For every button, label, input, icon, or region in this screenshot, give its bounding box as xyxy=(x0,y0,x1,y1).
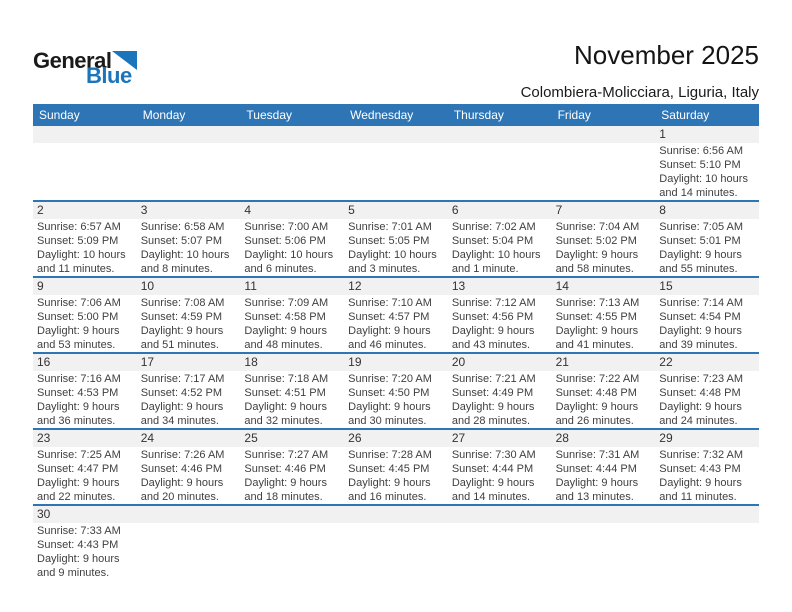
day-number-band: 22 xyxy=(655,354,759,371)
day-detail-line: Daylight: 9 hours xyxy=(659,401,742,413)
weekday-header-monday: Monday xyxy=(142,108,186,122)
day-detail-line: Daylight: 9 hours xyxy=(244,325,327,337)
day-detail-line: Sunrise: 7:27 AM xyxy=(244,449,329,461)
day-detail-line: Sunrise: 7:13 AM xyxy=(555,297,640,309)
day-number-band: 19 xyxy=(344,354,448,371)
day-detail-line: Daylight: 9 hours xyxy=(348,477,431,489)
weekday-header-sunday: Sunday xyxy=(39,108,80,122)
day-detail-line: Sunrise: 7:26 AM xyxy=(140,449,225,461)
day-details xyxy=(655,371,759,428)
day-cell-9 xyxy=(33,278,137,352)
day-number-band: 18 xyxy=(240,354,344,371)
day-cell-empty xyxy=(655,506,759,580)
day-detail-line: Sunset: 4:57 PM xyxy=(348,311,430,323)
day-details xyxy=(137,295,241,352)
day-detail-line: Sunset: 5:06 PM xyxy=(244,235,326,247)
weekday-header-friday: Friday xyxy=(557,108,591,122)
day-detail-line: and 39 minutes. xyxy=(659,339,738,351)
day-cell-2 xyxy=(33,202,137,276)
day-number-band: 20 xyxy=(448,354,552,371)
day-number-band xyxy=(137,506,241,523)
day-details xyxy=(552,371,656,428)
day-detail-line: and 46 minutes. xyxy=(348,339,427,351)
day-detail-line: Sunset: 4:59 PM xyxy=(140,311,223,323)
day-number-band: 8 xyxy=(655,202,759,219)
day-cell-23 xyxy=(33,430,137,504)
day-detail-line: and 30 minutes. xyxy=(348,415,427,427)
day-details xyxy=(240,371,344,428)
day-details xyxy=(344,219,448,276)
day-number-band xyxy=(344,126,448,143)
day-detail-line: Daylight: 9 hours xyxy=(555,249,639,261)
day-cell-18 xyxy=(240,354,344,428)
day-detail-line: Sunset: 5:05 PM xyxy=(348,235,430,247)
day-number-band: 21 xyxy=(552,354,656,371)
day-detail-line: Sunset: 4:48 PM xyxy=(659,387,741,399)
week-row xyxy=(33,428,759,504)
day-details xyxy=(344,447,448,504)
calendar-table xyxy=(33,104,759,580)
day-detail-line: Daylight: 9 hours xyxy=(37,553,120,565)
day-details xyxy=(552,219,656,276)
day-detail-line: Sunrise: 7:21 AM xyxy=(451,373,536,385)
day-number-band xyxy=(137,126,241,143)
day-cell-17 xyxy=(137,354,241,428)
day-detail-line: Sunrise: 7:06 AM xyxy=(37,297,121,309)
day-detail-line: and 22 minutes. xyxy=(37,491,116,503)
day-detail-line: Sunset: 4:43 PM xyxy=(37,539,119,551)
day-detail-line: Sunrise: 7:33 AM xyxy=(37,525,121,537)
day-cell-21 xyxy=(552,354,656,428)
day-cell-11 xyxy=(240,278,344,352)
day-details xyxy=(137,371,241,428)
day-detail-line: Daylight: 9 hours xyxy=(348,325,431,337)
day-details xyxy=(240,295,344,352)
weekday-header-thursday: Thursday xyxy=(453,108,504,122)
day-number-band xyxy=(552,506,656,523)
day-detail-line: Daylight: 9 hours xyxy=(555,477,639,489)
day-number-band: 13 xyxy=(448,278,552,295)
day-details xyxy=(448,219,552,276)
day-detail-line: and 48 minutes. xyxy=(244,339,323,351)
day-number-band: 30 xyxy=(33,506,137,523)
day-detail-line: Sunset: 4:53 PM xyxy=(37,387,119,399)
day-detail-line: Daylight: 10 hours xyxy=(659,173,748,185)
day-number-band: 16 xyxy=(33,354,137,371)
day-detail-line: and 53 minutes. xyxy=(37,339,116,351)
day-detail-line: Sunset: 5:07 PM xyxy=(140,235,223,247)
day-detail-line: and 34 minutes. xyxy=(140,415,219,427)
day-number-band xyxy=(448,506,552,523)
day-detail-line: Sunset: 4:44 PM xyxy=(555,463,637,475)
day-detail-line: Daylight: 10 hours xyxy=(140,249,230,261)
day-detail-line: Sunrise: 7:18 AM xyxy=(244,373,329,385)
day-number-band: 5 xyxy=(344,202,448,219)
day-cell-4 xyxy=(240,202,344,276)
day-detail-line: Sunrise: 7:00 AM xyxy=(244,221,329,233)
day-detail-line: and 11 minutes. xyxy=(37,263,115,275)
day-number-band: 17 xyxy=(137,354,241,371)
day-cell-13 xyxy=(448,278,552,352)
day-detail-line: and 14 minutes. xyxy=(451,491,531,503)
day-detail-line: Sunrise: 7:09 AM xyxy=(244,297,329,309)
day-detail-line: Sunset: 4:46 PM xyxy=(140,463,223,475)
day-detail-line: Sunrise: 7:12 AM xyxy=(451,297,536,309)
day-detail-line: Daylight: 10 hours xyxy=(244,249,334,261)
day-detail-line: Daylight: 9 hours xyxy=(140,325,224,337)
week-row xyxy=(33,126,759,200)
day-details xyxy=(240,219,344,276)
weekday-header-wednesday: Wednesday xyxy=(350,108,414,122)
day-cell-24 xyxy=(137,430,241,504)
day-number-band: 10 xyxy=(137,278,241,295)
day-cell-empty xyxy=(552,506,656,580)
day-detail-line: Sunrise: 7:05 AM xyxy=(659,221,744,233)
day-cell-empty xyxy=(240,506,344,580)
day-detail-line: and 3 minutes. xyxy=(348,263,421,275)
day-number-band: 15 xyxy=(655,278,759,295)
day-detail-line: and 26 minutes. xyxy=(555,415,634,427)
day-detail-line: Daylight: 9 hours xyxy=(348,401,431,413)
day-details xyxy=(33,447,137,504)
day-detail-line: Sunset: 5:04 PM xyxy=(451,235,534,247)
weekday-header-saturday: Saturday xyxy=(661,108,710,122)
day-detail-line: and 51 minutes. xyxy=(140,339,219,351)
day-detail-line: Sunrise: 7:25 AM xyxy=(37,449,121,461)
day-cell-30 xyxy=(33,506,137,580)
day-detail-line: Sunset: 4:51 PM xyxy=(244,387,326,399)
day-details xyxy=(448,371,552,428)
day-number-band: 7 xyxy=(552,202,656,219)
day-detail-line: Sunset: 5:00 PM xyxy=(37,311,119,323)
day-detail-line: Daylight: 9 hours xyxy=(659,477,742,489)
day-number-band xyxy=(344,506,448,523)
day-number-band: 9 xyxy=(33,278,137,295)
day-detail-line: Sunset: 4:47 PM xyxy=(37,463,119,475)
day-cell-1 xyxy=(655,126,759,200)
day-detail-line: Sunset: 4:48 PM xyxy=(555,387,637,399)
day-detail-line: and 20 minutes. xyxy=(140,491,219,503)
day-detail-line: Daylight: 10 hours xyxy=(451,249,541,261)
day-detail-line: Daylight: 10 hours xyxy=(37,249,126,261)
day-detail-line: Sunset: 4:54 PM xyxy=(659,311,741,323)
day-number-band: 27 xyxy=(448,430,552,447)
day-cell-empty xyxy=(448,506,552,580)
day-cell-16 xyxy=(33,354,137,428)
day-detail-line: and 18 minutes. xyxy=(244,491,323,503)
day-cell-3 xyxy=(137,202,241,276)
day-detail-line: Daylight: 9 hours xyxy=(140,401,224,413)
day-detail-line: Daylight: 9 hours xyxy=(37,477,120,489)
day-cell-empty xyxy=(240,126,344,200)
day-cell-15 xyxy=(655,278,759,352)
day-detail-line: Daylight: 9 hours xyxy=(37,401,120,413)
day-detail-line: and 43 minutes. xyxy=(451,339,531,351)
day-detail-line: Daylight: 9 hours xyxy=(555,325,639,337)
day-detail-line: and 58 minutes. xyxy=(555,263,634,275)
day-detail-line: Sunrise: 7:17 AM xyxy=(140,373,225,385)
day-detail-line: Sunrise: 7:02 AM xyxy=(451,221,536,233)
day-cell-12 xyxy=(344,278,448,352)
day-detail-line: Sunset: 4:45 PM xyxy=(348,463,430,475)
day-detail-line: Sunrise: 7:14 AM xyxy=(659,297,744,309)
day-details xyxy=(33,523,137,580)
day-number-band: 12 xyxy=(344,278,448,295)
logo-text-blue: Blue xyxy=(86,63,132,88)
day-detail-line: Daylight: 9 hours xyxy=(451,401,535,413)
day-detail-line: and 11 minutes. xyxy=(659,491,737,503)
day-detail-line: Sunrise: 7:22 AM xyxy=(555,373,640,385)
day-detail-line: and 1 minute. xyxy=(451,263,519,275)
day-detail-line: Sunset: 4:52 PM xyxy=(140,387,223,399)
day-cell-22 xyxy=(655,354,759,428)
day-detail-line: Sunrise: 7:31 AM xyxy=(555,449,640,461)
day-detail-line: Daylight: 9 hours xyxy=(659,325,742,337)
day-detail-line: and 16 minutes. xyxy=(348,491,427,503)
day-detail-line: Sunset: 4:58 PM xyxy=(244,311,326,323)
day-detail-line: Sunrise: 7:30 AM xyxy=(451,449,536,461)
day-detail-line: and 6 minutes. xyxy=(244,263,317,275)
day-number-band xyxy=(240,506,344,523)
day-number-band: 29 xyxy=(655,430,759,447)
day-cell-25 xyxy=(240,430,344,504)
location-subtitle: Colombiera-Molicciara, Liguria, Italy xyxy=(520,84,759,101)
day-details xyxy=(448,295,552,352)
day-detail-line: Sunset: 4:56 PM xyxy=(451,311,534,323)
day-number-band: 28 xyxy=(552,430,656,447)
day-details xyxy=(344,371,448,428)
day-detail-line: and 36 minutes. xyxy=(37,415,116,427)
day-detail-line: and 8 minutes. xyxy=(140,263,213,275)
day-detail-line: Daylight: 9 hours xyxy=(555,401,639,413)
day-cell-empty xyxy=(448,126,552,200)
day-detail-line: Daylight: 10 hours xyxy=(348,249,437,261)
day-number-band: 2 xyxy=(33,202,137,219)
day-cell-empty xyxy=(552,126,656,200)
day-details xyxy=(344,295,448,352)
day-cell-empty xyxy=(33,126,137,200)
day-details xyxy=(655,143,759,200)
day-detail-line: Sunrise: 6:57 AM xyxy=(37,221,121,233)
day-details xyxy=(33,371,137,428)
day-detail-line: Daylight: 9 hours xyxy=(37,325,120,337)
day-details xyxy=(137,219,241,276)
day-detail-line: and 41 minutes. xyxy=(555,339,634,351)
day-number-band: 24 xyxy=(137,430,241,447)
day-detail-line: Sunrise: 7:08 AM xyxy=(140,297,225,309)
day-detail-line: Sunrise: 6:58 AM xyxy=(140,221,225,233)
day-detail-line: Daylight: 9 hours xyxy=(451,477,535,489)
week-row xyxy=(33,200,759,276)
day-detail-line: Sunset: 5:09 PM xyxy=(37,235,119,247)
day-details xyxy=(655,219,759,276)
day-details xyxy=(448,447,552,504)
day-detail-line: Sunrise: 7:10 AM xyxy=(348,297,432,309)
day-cell-26 xyxy=(344,430,448,504)
day-detail-line: Daylight: 9 hours xyxy=(659,249,742,261)
day-detail-line: Sunrise: 7:20 AM xyxy=(348,373,432,385)
day-number-band: 23 xyxy=(33,430,137,447)
weekday-header-tuesday: Tuesday xyxy=(246,108,293,122)
day-details xyxy=(552,295,656,352)
day-detail-line: Sunrise: 7:01 AM xyxy=(348,221,432,233)
day-detail-line: Daylight: 9 hours xyxy=(140,477,224,489)
week-row xyxy=(33,352,759,428)
week-row xyxy=(33,276,759,352)
day-detail-line: Sunrise: 7:32 AM xyxy=(659,449,744,461)
day-number-band: 26 xyxy=(344,430,448,447)
day-cell-empty xyxy=(344,126,448,200)
day-cell-5 xyxy=(344,202,448,276)
day-details xyxy=(655,295,759,352)
calendar-grid xyxy=(33,126,759,580)
day-details xyxy=(552,447,656,504)
day-detail-line: Sunset: 4:49 PM xyxy=(451,387,534,399)
day-details xyxy=(240,447,344,504)
day-number-band: 11 xyxy=(240,278,344,295)
day-detail-line: and 14 minutes. xyxy=(659,187,738,199)
day-detail-line: Sunrise: 7:16 AM xyxy=(37,373,121,385)
general-blue-logo xyxy=(33,50,137,87)
weekday-header-row xyxy=(33,104,759,126)
day-cell-27 xyxy=(448,430,552,504)
day-detail-line: Daylight: 9 hours xyxy=(244,477,327,489)
day-detail-line: and 55 minutes. xyxy=(659,263,738,275)
day-detail-line: Sunset: 4:55 PM xyxy=(555,311,637,323)
day-number-band xyxy=(448,126,552,143)
day-details xyxy=(33,219,137,276)
month-title: November 2025 xyxy=(574,40,759,70)
day-detail-line: and 32 minutes. xyxy=(244,415,323,427)
day-number-band: 14 xyxy=(552,278,656,295)
day-detail-line: and 13 minutes. xyxy=(555,491,634,503)
day-cell-7 xyxy=(552,202,656,276)
day-cell-14 xyxy=(552,278,656,352)
day-cell-28 xyxy=(552,430,656,504)
day-number-band: 25 xyxy=(240,430,344,447)
day-detail-line: Sunrise: 6:56 AM xyxy=(659,145,744,157)
day-detail-line: Sunset: 4:43 PM xyxy=(659,463,741,475)
day-detail-line: Sunset: 5:10 PM xyxy=(659,159,741,171)
day-detail-line: Sunrise: 7:23 AM xyxy=(659,373,744,385)
day-detail-line: Sunrise: 7:04 AM xyxy=(555,221,640,233)
day-detail-line: Sunrise: 7:28 AM xyxy=(348,449,432,461)
title-block xyxy=(521,40,759,101)
day-number-band: 6 xyxy=(448,202,552,219)
day-detail-line: Daylight: 9 hours xyxy=(451,325,535,337)
day-detail-line: and 24 minutes. xyxy=(659,415,738,427)
day-detail-line: Sunset: 4:44 PM xyxy=(451,463,534,475)
day-cell-29 xyxy=(655,430,759,504)
day-cell-10 xyxy=(137,278,241,352)
day-number-band: 1 xyxy=(655,126,759,143)
day-details xyxy=(655,447,759,504)
day-cell-empty xyxy=(137,506,241,580)
day-number-band xyxy=(33,126,137,143)
day-details xyxy=(137,447,241,504)
day-cell-20 xyxy=(448,354,552,428)
day-detail-line: Daylight: 9 hours xyxy=(244,401,327,413)
day-detail-line: and 9 minutes. xyxy=(37,567,110,579)
day-detail-line: and 28 minutes. xyxy=(451,415,531,427)
day-cell-empty xyxy=(137,126,241,200)
day-detail-line: Sunset: 4:50 PM xyxy=(348,387,430,399)
week-row xyxy=(33,504,759,580)
day-cell-6 xyxy=(448,202,552,276)
day-cell-empty xyxy=(344,506,448,580)
day-number-band xyxy=(240,126,344,143)
day-number-band xyxy=(552,126,656,143)
day-cell-19 xyxy=(344,354,448,428)
day-number-band: 3 xyxy=(137,202,241,219)
day-detail-line: Sunset: 5:01 PM xyxy=(659,235,741,247)
day-details xyxy=(33,295,137,352)
day-detail-line: Sunset: 5:02 PM xyxy=(555,235,637,247)
day-cell-8 xyxy=(655,202,759,276)
day-number-band: 4 xyxy=(240,202,344,219)
logo-text-general: General xyxy=(33,48,112,73)
day-detail-line: Sunset: 4:46 PM xyxy=(244,463,326,475)
day-number-band xyxy=(655,506,759,523)
